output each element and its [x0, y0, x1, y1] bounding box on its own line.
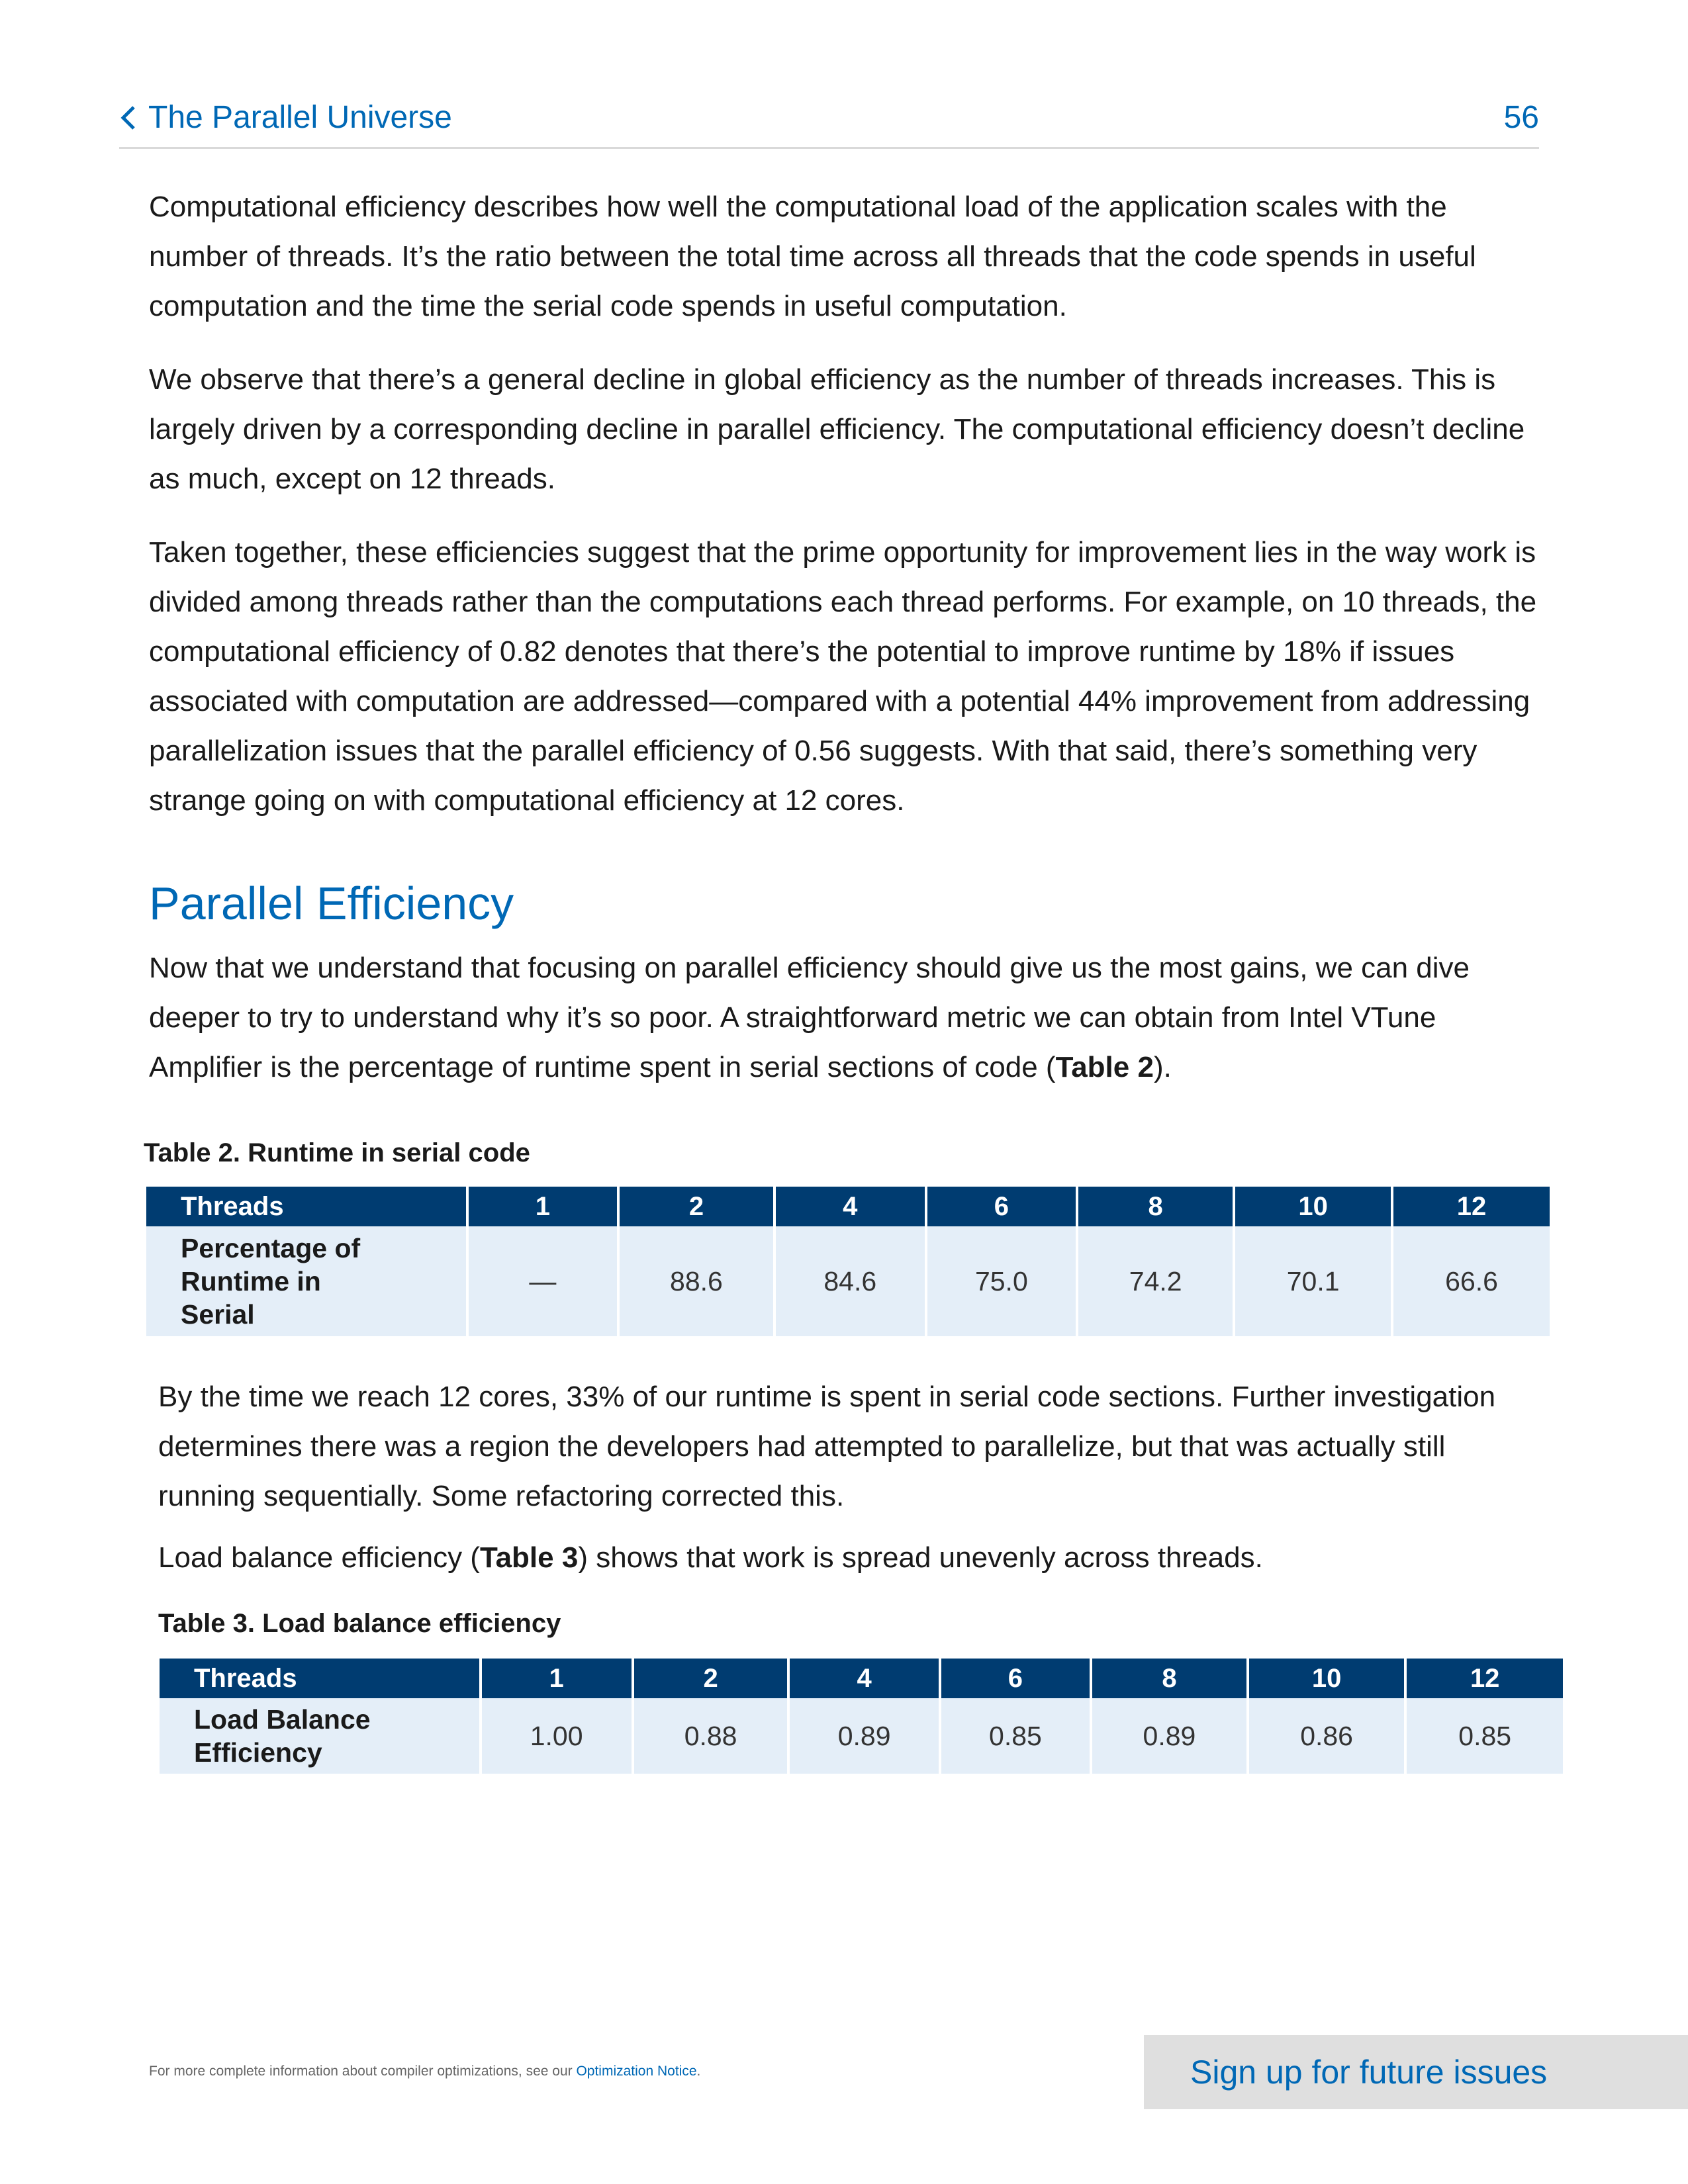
table-cell: 0.86	[1248, 1698, 1406, 1774]
table-header-cell: 1	[467, 1187, 618, 1226]
table-header-cell: 10	[1248, 1659, 1406, 1698]
table-header-row	[160, 1659, 1563, 1698]
table-cell: 0.85	[940, 1698, 1091, 1774]
table-reference: Table 3	[479, 1541, 579, 1574]
footnote-text: For more complete information about compiler optimizations, see our	[149, 2064, 577, 2079]
table-load-balance	[160, 1659, 1563, 1774]
row-label	[146, 1226, 467, 1336]
table-cell: 0.89	[788, 1698, 939, 1774]
text-span: Load balance efficiency (	[158, 1541, 480, 1574]
table-header-row	[146, 1187, 1550, 1226]
table-header-cell: 4	[774, 1187, 926, 1226]
table-cell: 0.88	[633, 1698, 789, 1774]
paragraph: By the time we reach 12 cores, 33% of our runtime is spent in serial code sections. Further investigation determines there was a region the developers had attempted to parallelize, but that was actually still running sequentially. Some refactoring corrected this.	[158, 1381, 1496, 1512]
main-content	[144, 182, 1539, 1774]
paragraph: We observe that there’s a general decline in global efficiency as the number of threads increases. This is largely driven by a corresponding decline in parallel efficiency. The computational efficiency doesn’t decline as much, except on 12 threads.	[149, 363, 1525, 495]
table-caption: Table 3. Load balance efficiency	[158, 1609, 561, 1638]
section-heading: Parallel Efficiency	[149, 878, 514, 929]
paragraph	[158, 1533, 1539, 1582]
paragraph: Taken together, these efficiencies suggest that the prime opportunity for improvement lies in the way work is divided among threads rather than the computations each thread performs. For example, on 10 threads, the computational efficiency of 0.82 denotes that there’s the potential to improve runtime by 18% if issues associated with computation are addressed—compared with a potential 44% improvement from addressing parallelization issues that the parallel efficiency of 0.56 suggests. With that said, there’s something very strange going on with computational efficiency at 12 cores.	[149, 536, 1537, 817]
publication-title: The Parallel Universe	[148, 100, 452, 135]
signup-button[interactable]: Sign up for future issues	[1144, 2035, 1688, 2109]
table-header-cell: 8	[1091, 1659, 1248, 1698]
table-header-cell: 10	[1234, 1187, 1392, 1226]
text-span: ) shows that work is spread unevenly across threads.	[578, 1541, 1263, 1574]
paragraph	[149, 943, 1539, 1092]
table-reference: Table 2	[1055, 1051, 1154, 1083]
table-cell: 70.1	[1234, 1226, 1392, 1336]
back-link[interactable]	[119, 99, 452, 136]
table-header-cell: 6	[940, 1659, 1091, 1698]
table-row	[146, 1226, 1550, 1336]
footnote	[149, 2064, 700, 2079]
post-table-text	[158, 1372, 1539, 1774]
table-cell: 75.0	[926, 1226, 1078, 1336]
table-header-cell: 4	[788, 1659, 939, 1698]
text-span: ).	[1153, 1051, 1172, 1083]
page-header	[119, 93, 1539, 149]
table-header-cell: 8	[1077, 1187, 1234, 1226]
table-header-cell: 1	[481, 1659, 633, 1698]
page-number: 56	[1503, 100, 1539, 135]
table-cell: —	[467, 1226, 618, 1336]
table-header-cell: 2	[633, 1659, 789, 1698]
table-cell: 0.85	[1405, 1698, 1563, 1774]
table-cell: 1.00	[481, 1698, 633, 1774]
optimization-notice-link[interactable]: Optimization Notice	[576, 2064, 697, 2079]
row-label-text: Percentage of Runtime in Serial	[181, 1233, 361, 1330]
row-label	[160, 1698, 481, 1774]
table-runtime-serial	[146, 1187, 1550, 1336]
table-header-cell: Threads	[160, 1659, 481, 1698]
table-header-cell: 2	[618, 1187, 774, 1226]
text-span: Now that we understand that focusing on parallel efficiency should give us the most gains, we can dive deeper to try to understand why it’s so poor. A straightforward metric we can obtain from Intel VTune Amplifier is the percentage of runtime spent in serial sections of code (	[149, 952, 1470, 1083]
table-caption: Table 2. Runtime in serial code	[144, 1138, 530, 1167]
chevron-left-icon	[119, 105, 136, 131]
table-cell: 66.6	[1392, 1226, 1550, 1336]
table-cell: 0.89	[1091, 1698, 1248, 1774]
table-cell: 84.6	[774, 1226, 926, 1336]
table-row	[160, 1698, 1563, 1774]
footnote-end: .	[696, 2064, 701, 2079]
table-header-cell: 6	[926, 1187, 1078, 1226]
table-header-cell: Threads	[146, 1187, 467, 1226]
table-header-cell: 12	[1392, 1187, 1550, 1226]
row-label-text: Load Balance Efficiency	[194, 1704, 371, 1768]
table-cell: 88.6	[618, 1226, 774, 1336]
paragraph: Computational efficiency describes how well the computational load of the application scales with the number of threads. It’s the ratio between the total time across all threads that the code spends in useful computation and the time the serial code spends in useful computation.	[149, 191, 1476, 322]
table-cell: 74.2	[1077, 1226, 1234, 1336]
table-header-cell: 12	[1405, 1659, 1563, 1698]
